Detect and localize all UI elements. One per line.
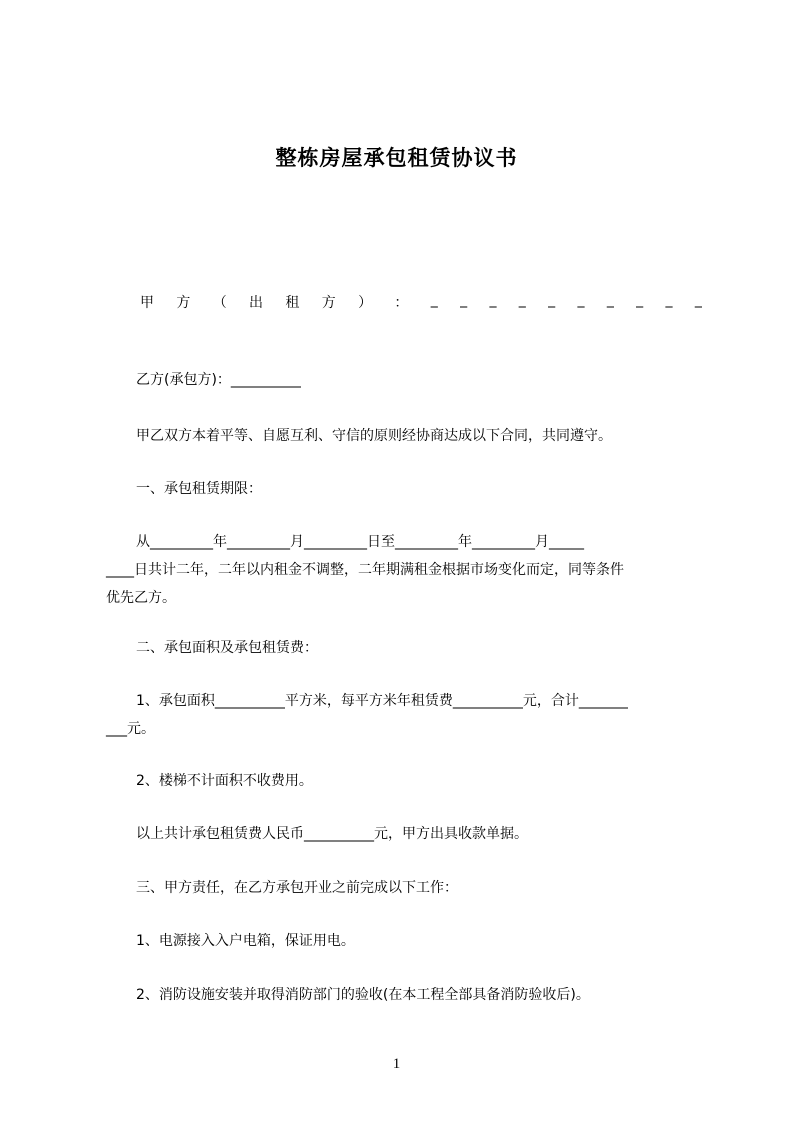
party-b-line: 乙方(承包方)：__________ xyxy=(136,372,301,388)
section1-line-3: 优先乙方。 xyxy=(106,590,176,606)
party-a-char: _ xyxy=(548,292,556,308)
section2-item1-line-1: 1、承包面积__________平方米，每平方米年租赁费__________元，合计_______ xyxy=(136,693,628,709)
section2-total: 以上共计承包租赁费人民币__________元，甲方出具收款单据。 xyxy=(136,826,528,842)
section1-heading: 一、承包租赁期限： xyxy=(136,481,262,497)
party-a-char: 方 xyxy=(176,295,191,311)
document-title: 整栋房屋承包租赁协议书 xyxy=(275,146,518,170)
section3-heading: 三、甲方责任，在乙方承包开业之前完成以下工作： xyxy=(136,880,458,896)
party-a-char: _ xyxy=(577,292,585,308)
party-a-char: 甲 xyxy=(140,295,154,311)
section1-body xyxy=(106,528,702,612)
party-a-char: _ xyxy=(518,292,526,308)
party-a-char: _ xyxy=(430,292,438,308)
section1-line-2: ____日共计二年，二年以内租金不调整，二年期满租金根据市场变化而定，同等条件 xyxy=(106,562,624,578)
section2-item1-line-2: ___元。 xyxy=(106,721,155,737)
party-a-char: _ xyxy=(460,292,468,308)
party-a-char: _ xyxy=(489,292,497,308)
section2-heading: 二、承包面积及承包租赁费： xyxy=(136,640,318,656)
section2-item1 xyxy=(106,687,702,743)
intro-paragraph: 甲乙双方本着平等、自愿互利、守信的原则经协商达成以下合同，共同遵守。 xyxy=(136,428,612,444)
party-a-char: _ xyxy=(636,292,644,308)
party-a-char: 租 xyxy=(285,295,300,311)
party-a-char: 方 xyxy=(321,295,336,311)
section3-item1: 1、电源接入入户电箱，保证用电。 xyxy=(136,933,355,949)
section3-item2: 2、消防设施安装并取得消防部门的验收(在本工程全部具备消防验收后)。 xyxy=(136,987,590,1003)
party-a-char: 出 xyxy=(249,295,264,311)
party-a-char: _ xyxy=(665,292,673,308)
page-number: 1 xyxy=(392,1056,401,1072)
party-a-char: ） xyxy=(358,295,373,311)
party-a-char: _ xyxy=(694,292,702,308)
party-a-char: ： xyxy=(394,295,409,311)
party-a-char: _ xyxy=(606,292,614,308)
party-a-char: （ xyxy=(212,295,227,311)
section2-item2: 2、楼梯不计面积不收费用。 xyxy=(136,773,313,789)
section1-line-1: 从_________年_________月_________日至_________年_________月_____ xyxy=(136,534,584,550)
party-a-line xyxy=(140,292,702,312)
